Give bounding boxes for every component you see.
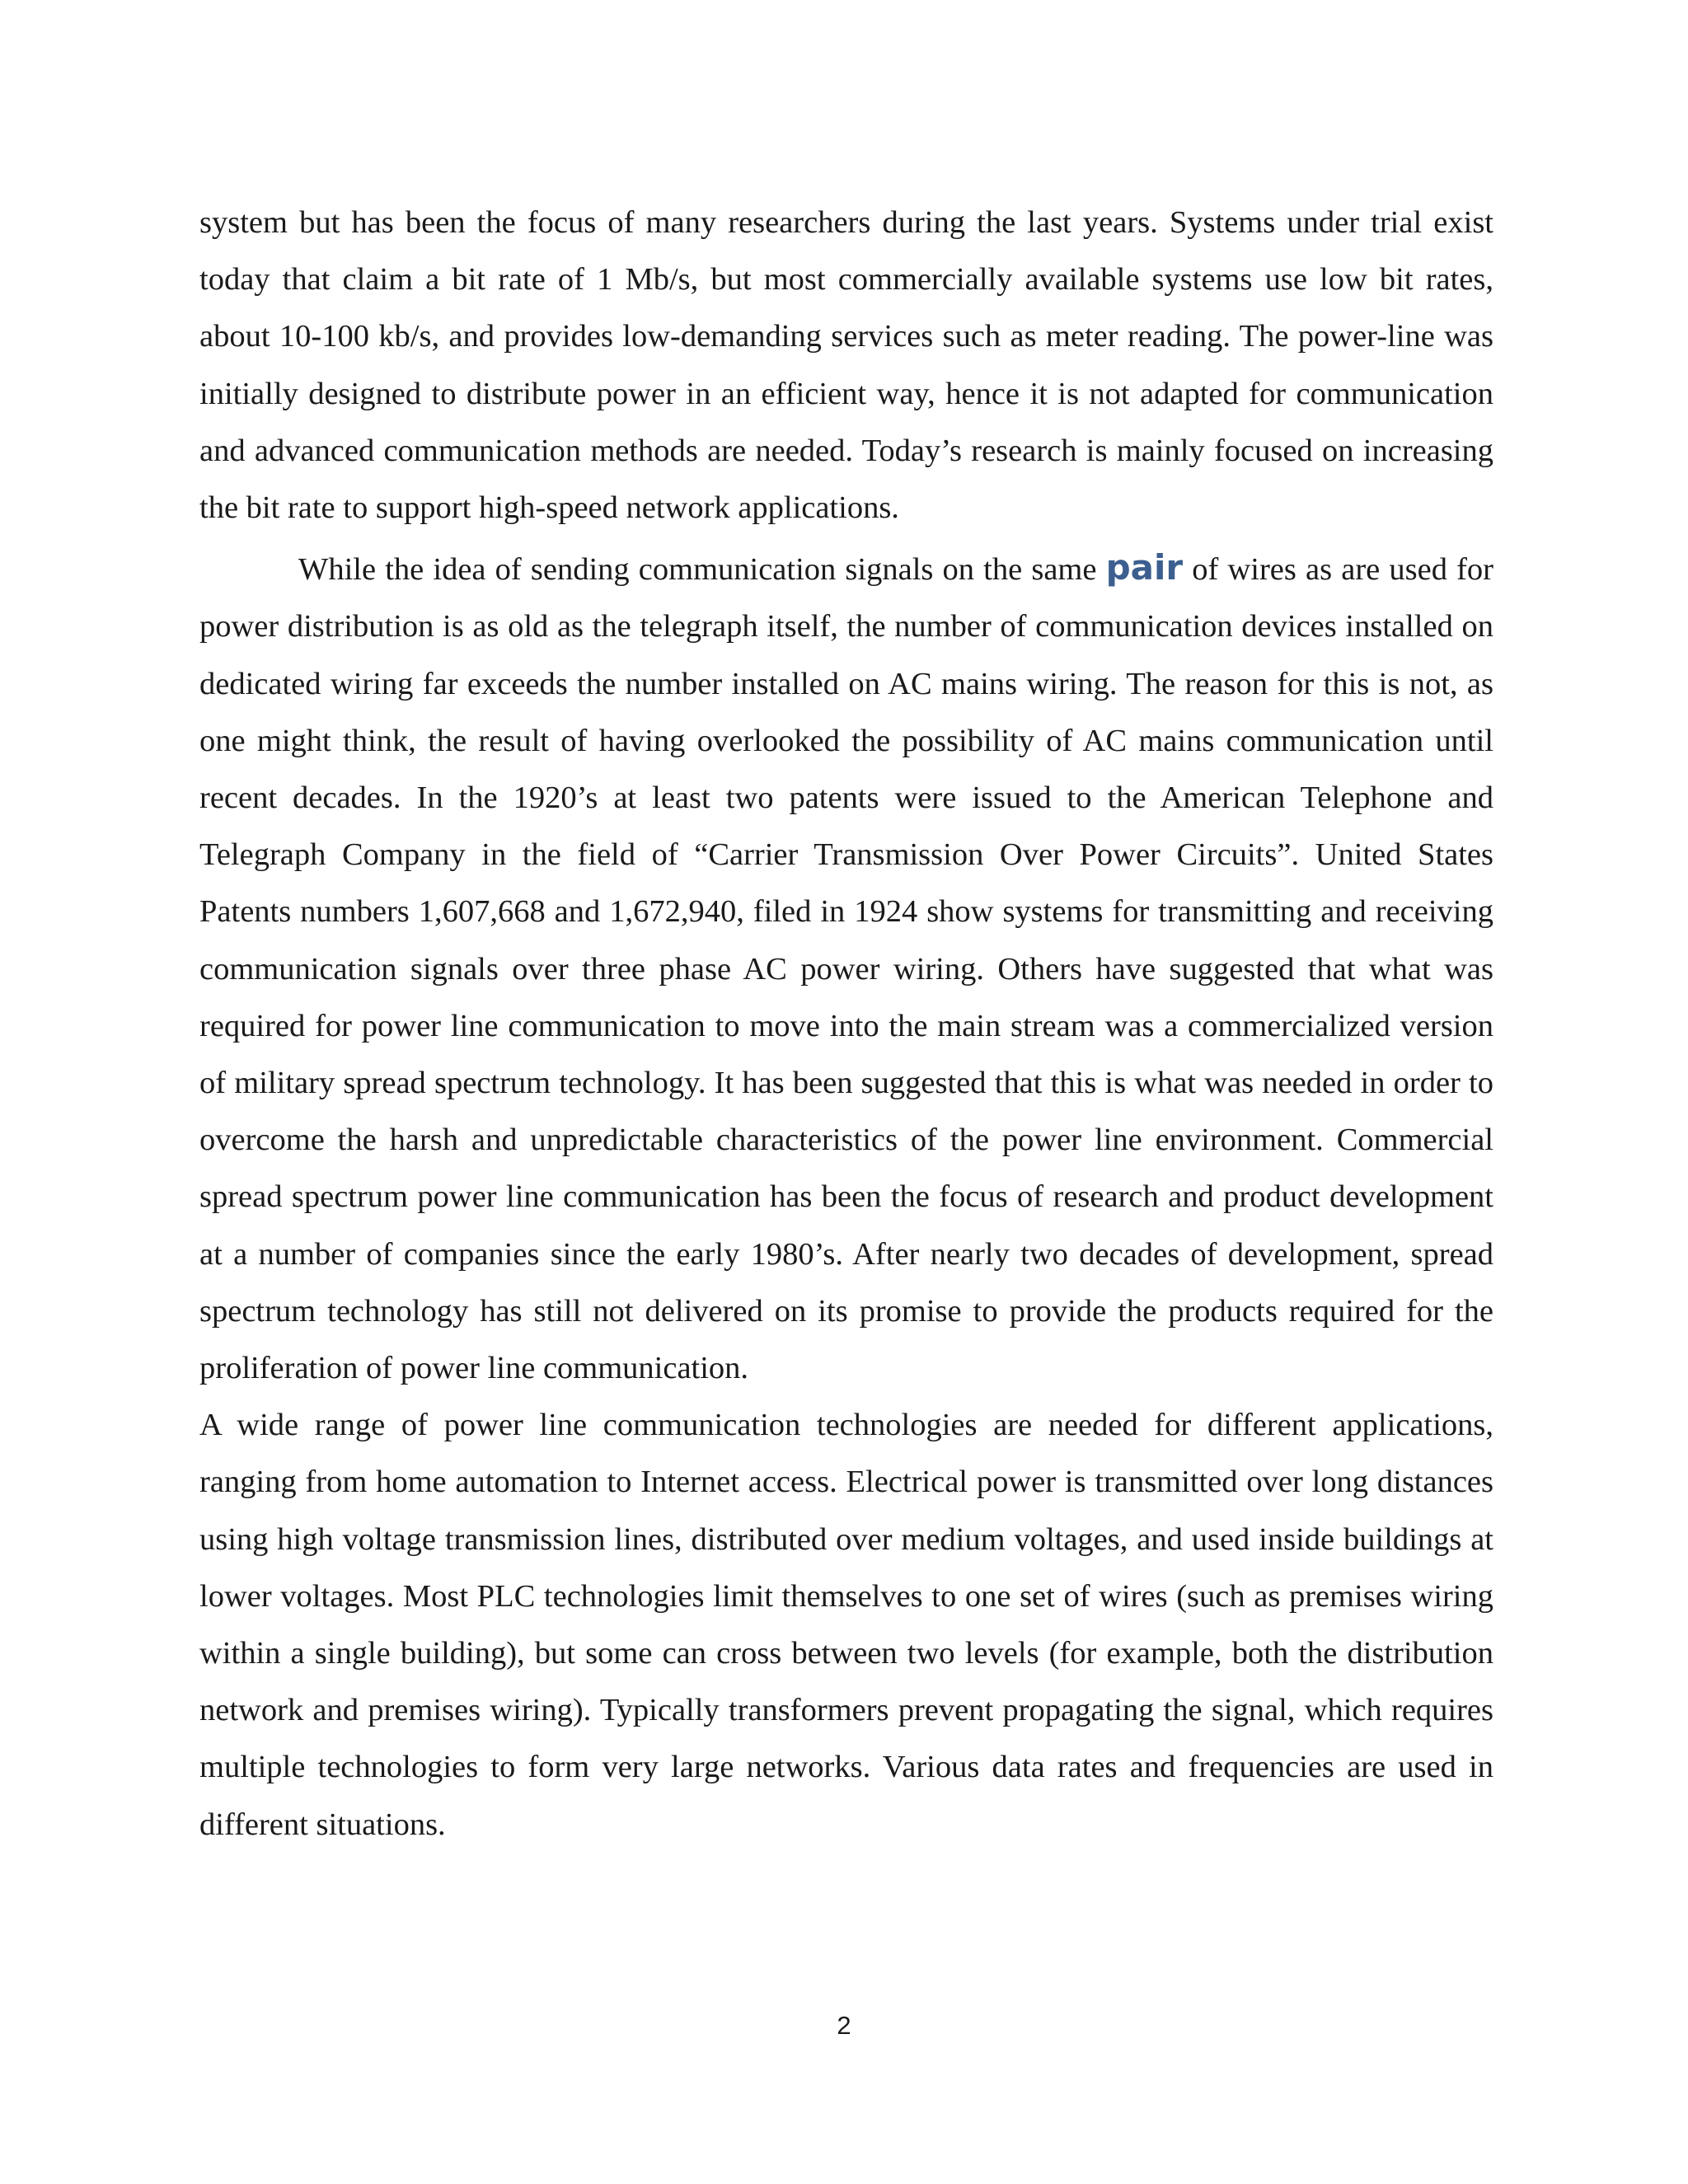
body-text (199, 194, 1493, 1854)
page-number: 2 (837, 2011, 851, 2040)
paragraph-continuation: system but has been the focus of many researchers during the last years. Systems under trial exist today that claim a bit rate of 1 Mb/s, but most commercially available systems use low bit rates, about 10-100 kb/s, and provides low-demanding services such as meter reading. The power-line was initially designed to distribute power in an efficient way, hence it is not adapted for communication and advanced communication methods are needed. Today’s research is mainly focused on increasing the bit rate to support high-speed network applications. (199, 205, 1493, 526)
paragraph-history-rest: of wires as are used for power distribution is as old as the telegraph itself, the number of communication devices installed on dedicated wiring far exceeds the number installed on AC mains wiring. The reason for this is not, as one might think, the result of having overlooked the possibility of AC mains communication until recent decades. In the 1920’s at least two patents were issued to the American Telephone and Telegraph Company in the field of “Carrier Transmission Over Power Circuits”. United States Patents numbers 1,607,668 and 1,672,940, filed in 1924 show systems for transmitting and receiving communication signals over three phase AC power wiring. Others have suggested that what was required for power line communication to move into the main stream was a commercialized version of military spread spectrum technology. It has been suggested that this is what was needed in order to overcome the harsh and unpredictable characteristics of the power line environment. Commercial spread spectrum power line communication has been the focus of research and product development at a number of companies since the early 1980’s. After nearly two decades of development, spread spectrum technology has still not delivered on its promise to provide the products required for the proliferation of power line communication. (199, 552, 1493, 1386)
paragraph-history (199, 541, 1493, 1397)
paragraph-technologies: A wide range of power line communication technologies are needed for different applications, ranging from home automation to Internet access. Electrical power is transmitted over long distances using high voltage transmission lines, distributed over medium voltages, and used inside buildings at lower voltages. Most PLC technologies limit themselves to one set of wires (such as premises wiring within a single building), but some can cross between two levels (for example, both the distribution network and premises wiring). Typically transformers prevent propagating the signal, which requires multiple technologies to form very large networks. Various data rates and frequencies are used in different situations. (199, 1408, 1493, 1842)
paragraph-history-start: While the idea of sending communication signals on the same (298, 552, 1106, 588)
highlighted-word: pair (1105, 547, 1184, 588)
